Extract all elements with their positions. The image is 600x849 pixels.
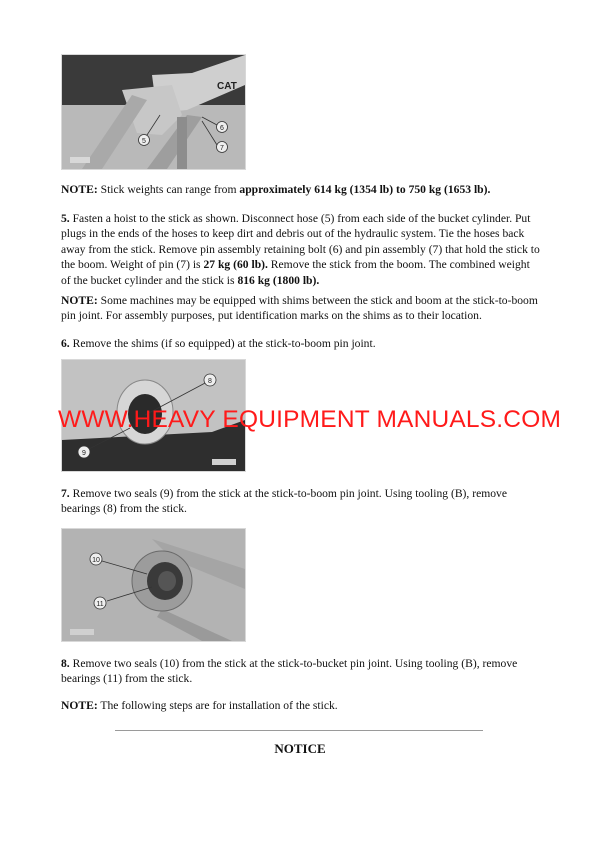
notice-heading: NOTICE (274, 741, 326, 756)
callout-5: 5 (142, 138, 146, 145)
note-shims (61, 293, 541, 324)
combined-weight: 816 kg (1800 lb). (237, 273, 320, 287)
note-label: NOTE: (61, 699, 98, 712)
note-label: NOTE: (61, 294, 98, 307)
divider (115, 730, 483, 731)
pin-weight: 27 kg (60 lb). (203, 258, 268, 272)
callout-9: 9 (82, 450, 86, 457)
step-5 (61, 211, 541, 288)
note-text: The following steps are for installation of the stick. (97, 699, 338, 712)
svg-text:CAT: CAT (217, 81, 237, 92)
note-label: NOTE: (61, 183, 98, 196)
step-6 (61, 336, 541, 351)
step-number: 8. (61, 657, 70, 670)
callout-10: 10 (92, 557, 100, 564)
note-text: Some machines may be equipped with shims between the stick and boom at the stick-to-boom pin joint. For assembly purposes, put identification marks on the shims as to their location. (61, 294, 538, 323)
step-8 (61, 656, 541, 687)
callout-8: 8 (208, 378, 212, 385)
step-text: Remove the stick from the boom. The combined weight of the bucket cylinder and the stick is (61, 258, 530, 287)
callout-6: 6 (220, 125, 224, 132)
step-text: Remove the shims (if so equipped) at the stick-to-boom pin joint. (69, 337, 376, 350)
note-stick-weights (61, 182, 541, 197)
step-number: 7. (61, 487, 70, 500)
note-text: Stick weights can range from (97, 183, 240, 196)
figure-stick-bucket-joint (61, 528, 246, 642)
watermark: WWW.HEAVY EQUIPMENT MANUALS.COM (58, 406, 562, 433)
step-text: Remove two seals (10) from the stick at the stick-to-bucket pin joint. Using tooling (B), remove bearings (11) from the stick. (61, 657, 518, 686)
note-installation (61, 698, 541, 713)
step-number: 5. (61, 212, 70, 225)
step-7 (61, 486, 541, 517)
note-bold-text: approximately 614 kg (1354 lb) to 750 kg (1653 lb). (239, 183, 491, 196)
step-text: Remove two seals (9) from the stick at the stick-to-boom pin joint. Using tooling (B), remove bearings (8) from the stick. (61, 487, 507, 516)
step-text: Fasten a hoist to the stick as shown. Disconnect hose (5) from each side of the bucket cylinder. Put plugs in the ends of the hoses to keep dirt and debris out of the hydraulic system. Tie the hoses back away from the stick. Remove pin assembly retaining bolt (6) and pin assembly (7) that hold the stick to the boom. Weight of pin (7) is (61, 212, 540, 272)
figure-stick-boom-hoses (61, 54, 246, 170)
callout-7: 7 (220, 145, 224, 152)
callout-11: 11 (96, 601, 104, 608)
step-number: 6. (61, 337, 70, 350)
